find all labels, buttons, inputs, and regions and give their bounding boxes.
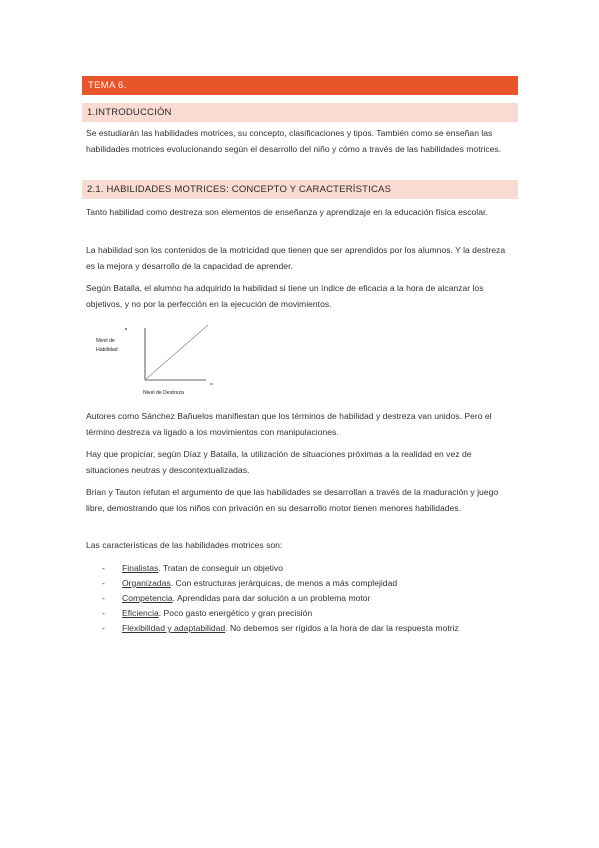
paragraph-intro: Se estudiarán las habilidades motrices, su concepto, clasificaciones y tipos. También como se enseñan las habilidades motrices evolucionando según el desarrollo del niño y cómo a través de las habilidades motrices. [86, 128, 502, 154]
paragraph-sanchez: Autores como Sánchez Bañuelos manifiestan que los términos de habilidad y destreza van unidos. Pero el término destreza va ligado a los movimientos con manipulaciones. [86, 411, 492, 437]
y-axis-label-line2: Habilidad [96, 347, 118, 353]
characteristics-list [102, 561, 522, 636]
paragraph-diaz-batalla: Hay que propiciar, según Díaz y Batalla, la utilización de situaciones próximas a la realidad en vez de situaciones neutras y descontextualizadas. [86, 449, 472, 475]
section-heading-introduccion [82, 103, 518, 122]
habilidad-destreza-chart [88, 320, 228, 400]
section-heading-habilidades [82, 180, 518, 199]
feature-desc: . Con estructuras jerárquicas, de menos a más complejidad [170, 578, 398, 588]
feature-desc: . Aprendidas para dar solución a un problema motor [172, 593, 371, 603]
feature-desc: . Tratan de conseguir un objetivo [158, 563, 283, 573]
paragraph-caracteristicas: Las características de las habilidades motrices son: [86, 540, 283, 550]
x-axis-label: Nivel de Destreza [143, 390, 184, 396]
topic-title-bar [82, 76, 518, 95]
feature-term: Competencia [122, 593, 173, 603]
list-item: - Flexibilidad y adaptabilidad. No debemos ser rígidos a la hora de dar la respuesta motriz [102, 623, 459, 633]
feature-term: Eficiencia [122, 608, 159, 618]
section-heading-text: 2.1. HABILIDADES MOTRICES: CONCEPTO Y CARACTERÍSTICAS [87, 184, 392, 195]
paragraph-batalla: Según Batalla, el alumno ha adquirido la habilidad si tiene un índice de eficacia a la hora de alcanzar los objetivos, y no por la perfección en la ejecución de movimientos. [86, 283, 484, 309]
topic-title: TEMA 6. [88, 80, 127, 91]
feature-term: Finalistas [122, 563, 159, 573]
list-item: - Organizadas. Con estructuras jerárquicas, de menos a más complejidad [102, 578, 398, 588]
paragraph-brian-tauton: Brian y Tauton refutan el argumento de que las habilidades se desarrollan a través de la maduración y juego libre, demostrando que los niños con privación en su desarrollo motor tienen menores habilidades. [86, 487, 499, 513]
paragraph-definicion: La habilidad son los contenidos de la motricidad que tienen que ser aprendidos por los alumnos. Y la destreza es la mejora y desarrollo de la capacidad de aprender. [86, 245, 506, 271]
feature-term: Organizadas [122, 578, 171, 588]
y-axis-label-line1: Nivel de [96, 338, 115, 344]
y-axis-tick-mark [125, 328, 127, 330]
feature-desc: . No debemos ser rígidos a la hora de dar la respuesta motriz [225, 623, 459, 633]
list-item: - Competencia. Aprendidas para dar solución a un problema motor [102, 593, 371, 603]
list-item: - Finalistas. Tratan de conseguir un objetivo [102, 563, 283, 573]
feature-term: Flexibilidad y adaptabilidad [122, 623, 226, 633]
list-item: - Eficiencia. Poco gasto energético y gran precisión [102, 608, 313, 618]
paragraph-habilidad-destreza: Tanto habilidad como destreza son elementos de enseñanza y aprendizaje en la educación física escolar. [86, 207, 488, 217]
series-line [146, 325, 208, 379]
section-heading-text: 1.INTRODUCCIÓN [87, 107, 172, 118]
feature-desc: . Poco gasto energético y gran precisión [158, 608, 313, 618]
